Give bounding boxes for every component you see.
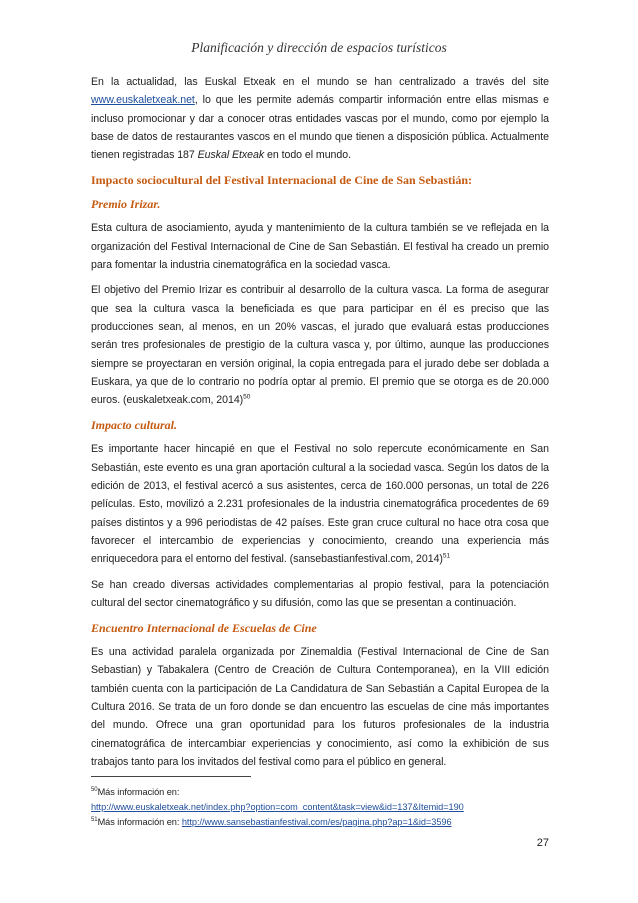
footnote-marker: 50 (91, 786, 98, 793)
text-span: , lo que les permite además compartir información entre ellas mismas e incluso promocionar y dar a conocer otras entidades vascas por el mundo, como por ejemplo la base de datos de restaurantes vascos en el mundo que tienen a disposición pública. Actualmente tienen registradas 187 (91, 94, 549, 162)
footnote-50-link[interactable]: http://www.euskaletxeak.net/index.php?option=com_content&task=view&id=137&Itemid=190 (91, 802, 464, 812)
section-heading: Impacto sociocultural del Festival Internacional de Cine de San Sebastián: (91, 173, 473, 188)
subheading-encuentro-escuelas: Encuentro Internacional de Escuelas de Cine (91, 621, 317, 636)
text-span: El objetivo del Premio Irizar es contribuir al desarrollo de la cultura vasca. La forma de asegurar que sea la cultura vasca la beneficiada es que para participar en él es preciso que las producciones sean, al menos, en un 20% vascas, el jurado que evaluará estas producciones serán tres profesionales de prestigio de la cultura vasca y, por último, aunque las producciones siempre se proyectaran en versión original, la copia entregada para el jurado debe ser doblada a Euskara, ya que de lo contrario no podría optar al premio. El premio que se otorga es de 20.000 euros. (euskaletxeak.com, 2014) (91, 284, 549, 407)
paragraph-impacto-cultural (91, 440, 549, 568)
text-span: en todo el mundo. (264, 149, 351, 162)
footnote-51 (91, 815, 549, 830)
paragraph-euskal-etxeak (91, 73, 549, 164)
text-span: Más información en: (97, 817, 182, 827)
footnote-ref-51[interactable]: 51 (442, 552, 451, 560)
footnotes (91, 776, 549, 830)
subheading-premio-irizar: Premio Irizar. (91, 197, 161, 212)
footnote-marker: 51 (91, 816, 98, 823)
paragraph-encuentro: Es una actividad paralela organizada por Zinemaldia (Festival Internacional de Cine de San Sebastian) y Tabakalera (Centro de Creación de Cultura Contemporanea), en la VIII edición también cuenta con la participación de La Candidatura de San Sebastián a Capital Europea de la Cultura 2016. Se trata de un foro donde se dan encuentro las escuelas de cine más importantes del mundo. Ofrece una gran oportunidad para los futuros profesionales de la industria cinematográfica de intercambiar experiencias y conocimiento, así como la exhibición de sus trabajos tanto para los invitados del festival como para el público en general. (91, 646, 549, 768)
subheading-impacto-cultural: Impacto cultural. (91, 418, 178, 433)
running-header: Planificación y dirección de espacios turísticos (191, 40, 447, 55)
italic-term: Euskal Etxeak (197, 149, 265, 162)
footnote-divider (91, 776, 251, 777)
footnote-50-label (91, 785, 549, 800)
text-span: Es importante hacer hincapié en que el Festival no solo repercute económicamente en San Sebastián, este evento es una gran aportación cultural a la sociedad vasca. Según los datos de la edición de 2013, el festival acercó a sus asistentes, cerca de 160.000 personas, un total de 226 películas. Esto, movilizó a 2.231 profesionales de la industria cinematográfica procedentes de 69 países distintos y a 996 periodistas de 42 países. Este gran cruce cultural no hace otra cosa que favorecer el intercambio de experiencias y conocimiento, creando una experiencia más enriquecedora para el entorno del festival. (sansebastianfestival.com, 2014) (91, 443, 549, 566)
body-content (91, 73, 549, 778)
paragraph-asociamiento: Esta cultura de asociamiento, ayuda y mantenimiento de la cultura también se ve reflejada en la organización del Festival Internacional de Cine de San Sebastián. El festival ha creado un premio para fomentar la industria cinematográfica en la sociedad vasca. (91, 222, 549, 272)
page-number: 27 (536, 837, 549, 849)
paragraph-actividades: Se han creado diversas actividades complementarias al propio festival, para la potenciación cultural del sector cinematográfico y su difusión, como las que se presentan a continuación. (91, 578, 549, 609)
footnote-51-link[interactable]: http://www.sansebastianfestival.com/es/pagina.php?ap=1&id=3596 (181, 817, 452, 827)
text-span: En la actualidad, las Euskal Etxeak en el mundo se han centralizado a través del site (91, 76, 549, 88)
text-span: Más información en: (97, 787, 180, 797)
footnote-ref-50[interactable]: 50 (243, 393, 251, 401)
paragraph-premio-objetivo (91, 281, 549, 409)
footnote-50-url (91, 800, 549, 815)
euskaletxeak-link[interactable]: www.euskaletxeak.net (91, 94, 195, 107)
